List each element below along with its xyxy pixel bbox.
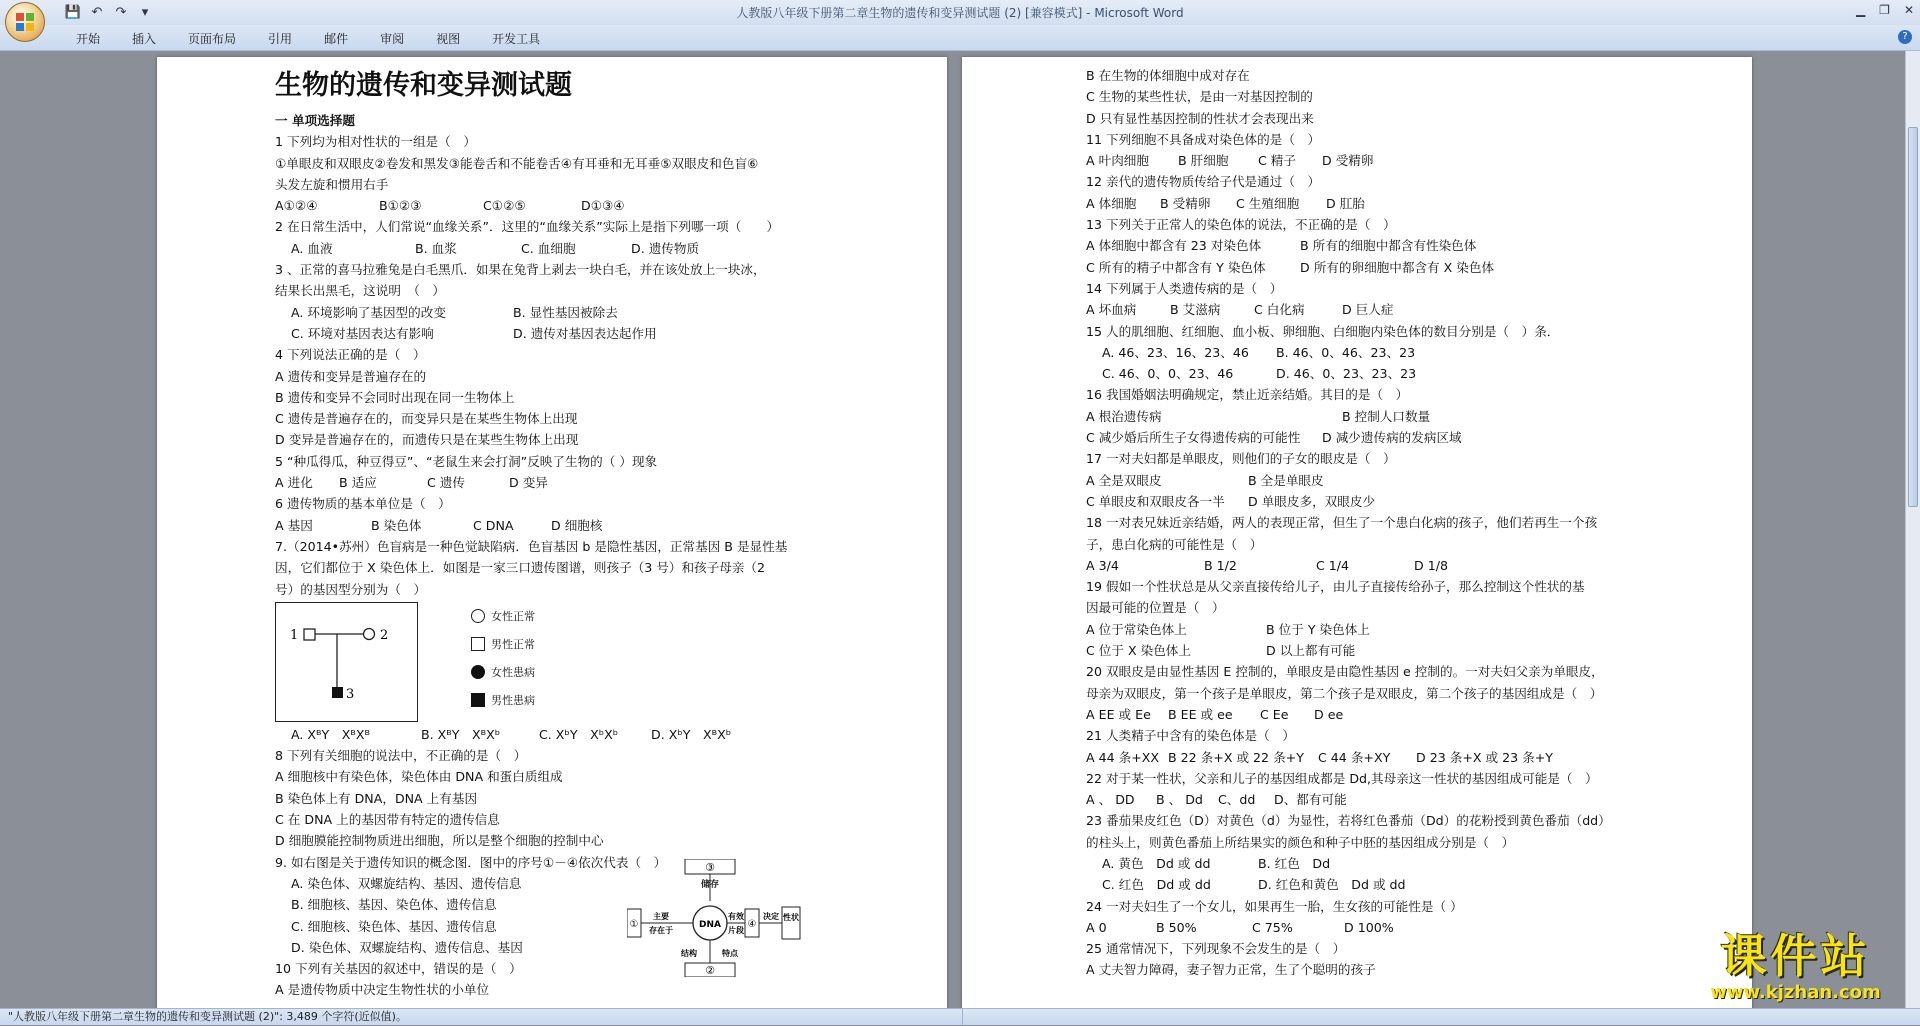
- option: D、都有可能: [1274, 792, 1347, 808]
- question-24: 24 一对夫妇生了一个女儿，如果再生一胎，生女孩的可能性是（ ）: [1086, 898, 1463, 914]
- legend-label: 男性正常: [491, 637, 535, 651]
- dna-link-label: 有效: [728, 911, 744, 921]
- option: B 遗传和变异不会同时出现在同一生物体上: [275, 389, 515, 405]
- pedigree-legend: [471, 602, 591, 714]
- dna-node-1: ①: [629, 918, 639, 930]
- question-15-options: [1086, 363, 1646, 384]
- question-7-options: [275, 724, 835, 745]
- question-12-options: [1086, 193, 1646, 214]
- question-text: 的柱头上，则黄色番茄上所结果实的颜色和种子中胚的基因组成分别是（ ）: [1086, 834, 1515, 850]
- option: D. 染色体、双螺旋结构、遗传信息、基因: [291, 939, 523, 955]
- pedigree-label-2: 2: [380, 627, 389, 643]
- option: D 细胞核: [551, 517, 603, 533]
- question-7: 7.（2014•苏州）色盲病是一种色觉缺陷病．色盲基因 b 是隐性基因，正常基因 B 是显性基: [275, 538, 788, 554]
- status-text: "人教版八年级下册第二章生物的遗传和变异测试题 (2)": 3,489 个字符(近似值)。: [8, 1010, 407, 1023]
- legend-label: 女性患病: [491, 665, 535, 679]
- option: C. 细胞核、染色体、基因、遗传信息: [291, 918, 497, 934]
- question-19-options: [1086, 619, 1646, 640]
- tab-insert[interactable]: 插入: [132, 32, 157, 46]
- option: B 适应: [339, 475, 377, 491]
- dna-link-label: 决定: [763, 911, 779, 921]
- option: C 生殖细胞: [1236, 195, 1300, 211]
- question-23-options: [1086, 853, 1646, 874]
- option: A 是遗传物质中决定生物性状的小单位: [275, 982, 490, 998]
- option: C 单眼皮和双眼皮各一半: [1086, 493, 1225, 509]
- option: A 坏血病: [1086, 302, 1137, 318]
- option: A 体细胞中都含有 23 对染色体: [1086, 238, 1262, 254]
- option: D 所有的卵细胞中都含有 X 染色体: [1300, 259, 1495, 275]
- option: D 变异是普遍存在的，而遗传只是在某些生物体上出现: [275, 432, 579, 448]
- question-text: 母亲为双眼皮，第一个孩子是单眼皮，第二个孩子是双眼皮，第二个孩子的基因组成是（ ）: [1086, 685, 1603, 701]
- question-9: 9. 如右图是关于遗传知识的概念图．图中的序号①－④依次代表（ ）: [275, 854, 667, 870]
- tab-mailings[interactable]: 邮件: [324, 32, 349, 46]
- question-2-options: [275, 238, 835, 259]
- question-21-options: [1086, 747, 1646, 768]
- document-page-1[interactable]: [157, 57, 947, 1008]
- option: D 细胞膜能控制物质进出细胞，所以是整个细胞的控制中心: [275, 833, 604, 849]
- dna-node-center: DNA: [699, 919, 721, 930]
- close-icon[interactable]: ✕: [1903, 3, 1914, 17]
- option: C. XᵇY XᵇXᵇ: [539, 726, 619, 742]
- option: A. XᴮY XᴮXᴮ: [291, 726, 370, 742]
- option: C. 血细胞: [521, 240, 576, 256]
- option: A 位于常染色体上: [1086, 621, 1187, 637]
- watermark-logo: [1673, 930, 1918, 1020]
- dna-link-label: 片段: [728, 925, 744, 935]
- dna-link-label: 特点: [722, 948, 738, 958]
- option: C、dd: [1218, 792, 1256, 808]
- option: C 遗传: [427, 475, 465, 491]
- dna-link-label: 结构: [681, 948, 697, 958]
- question-text: 子，患白化病的可能性是（ ）: [1086, 536, 1263, 552]
- question-11-options: [1086, 150, 1646, 171]
- question-text: 因最可能的位置是（ ）: [1086, 600, 1225, 616]
- question-13-options: [1086, 235, 1646, 256]
- question-4: 4 下列说法正确的是（ ）: [275, 347, 426, 363]
- pedigree-label-1: 1: [290, 627, 299, 643]
- option: B 肝细胞: [1178, 153, 1229, 169]
- customize-qat-icon[interactable]: ▾: [141, 5, 149, 20]
- option: A. 46、23、16、23、46: [1102, 344, 1249, 360]
- option: A①②④: [275, 198, 318, 214]
- minimize-icon[interactable]: ▁: [1855, 3, 1866, 17]
- question-24-options: [1086, 917, 1646, 938]
- pedigree-chart: [275, 602, 418, 722]
- option: D. XᵇY XᴮXᵇ: [651, 726, 732, 742]
- option: B 1/2: [1204, 557, 1237, 573]
- option: A 3/4: [1086, 557, 1119, 573]
- option: C 44 条+XY: [1318, 749, 1391, 765]
- option: C 白化病: [1254, 302, 1305, 318]
- question-text: 结果长出黑毛，这说明 （ ）: [275, 283, 446, 299]
- undo-icon[interactable]: ↶: [91, 5, 103, 20]
- option: C 生物的某些性状，是由一对基因控制的: [1086, 89, 1313, 105]
- option: C 位于 X 染色体上: [1086, 643, 1191, 659]
- restore-icon[interactable]: ❐: [1879, 3, 1890, 17]
- option: A 0: [1086, 919, 1107, 935]
- option: A 44 条+XX: [1086, 749, 1160, 765]
- dna-node-2: ②: [705, 963, 715, 977]
- option: D ee: [1314, 706, 1344, 722]
- option: D 减少遗传病的发病区域: [1322, 430, 1462, 446]
- option: A 叶肉细胞: [1086, 153, 1149, 169]
- dna-link-label: 存在于: [649, 925, 673, 935]
- option: B. 血浆: [415, 240, 457, 256]
- redo-icon[interactable]: ↷: [115, 5, 127, 20]
- question-17-options: [1086, 470, 1646, 491]
- title-bar: [0, 0, 1920, 25]
- option: D 肛胎: [1326, 195, 1365, 211]
- question-15: 15 人的肌细胞、红细胞、血小板、卵细胞、白细胞内染色体的数目分别是（ ）条．: [1086, 323, 1560, 339]
- option: C 75%: [1252, 919, 1293, 935]
- tab-developer[interactable]: 开发工具: [492, 32, 541, 46]
- question-19: 19 假如一个性状总是从父亲直接传给儿子，由儿子直接传给孙子，那么控制这个性状的基: [1086, 579, 1585, 595]
- question-text: 号）的基因型分别为（ ）: [275, 581, 427, 597]
- ribbon-tabs: [0, 25, 1920, 51]
- save-icon[interactable]: 💾: [64, 5, 82, 20]
- question-17: 17 一对夫妇都是单眼皮，则他们的子女的眼皮是（ ）: [1086, 451, 1396, 467]
- option: A 体细胞: [1086, 195, 1137, 211]
- option: A. 黄色 Dd 或 dd: [1102, 855, 1211, 871]
- option: D 受精卵: [1322, 153, 1374, 169]
- status-divider: [962, 1009, 963, 1026]
- tab-view[interactable]: 视图: [436, 32, 461, 46]
- question-text: ①单眼皮和双眼皮②卷发和黑发③能卷舌和不能卷舌④有耳垂和无耳垂⑤双眼皮和色盲⑥: [275, 155, 759, 171]
- option: C DNA: [473, 517, 514, 533]
- option: C 所有的精子中都含有 Y 染色体: [1086, 259, 1266, 275]
- option: B 所有的细胞中都含有性染色体: [1300, 238, 1477, 254]
- doc-title: 生物的遗传和变异测试题: [275, 70, 572, 101]
- question-16-options: [1086, 427, 1646, 448]
- legend-label: 女性正常: [491, 609, 535, 623]
- vertical-scrollbar[interactable]: [1905, 51, 1920, 1008]
- watermark-url: www.kjzhan.com: [1710, 982, 1881, 1003]
- section-heading: 一 单项选择题: [275, 113, 355, 128]
- question-text: 因，它们都位于 X 染色体上．如图是一家三口遗传图谱，则孩子（3 号）和孩子母亲（2: [275, 560, 766, 576]
- legend-label: 男性患病: [491, 693, 535, 707]
- question-22-options: [1086, 789, 1646, 810]
- option: D①③④: [581, 198, 625, 214]
- option: C 减少婚后所生子女得遗传病的可能性: [1086, 430, 1301, 446]
- question-23: 23 番茄果皮红色（D）对黄色（d）为显性，若将红色番茄（Dd）的花粉授到黄色番茄（dd）: [1086, 813, 1611, 829]
- question-19-options: [1086, 640, 1646, 661]
- option: D. 遗传对基因表达起作用: [513, 325, 657, 341]
- question-8: 8 下列有关细胞的说法中，不正确的是（ ）: [275, 748, 527, 764]
- option: D. 遗传物质: [631, 240, 700, 256]
- window-title: 人教版八年级下册第二章生物的遗传和变异测试题 (2) [兼容模式] - Microsoft Word: [736, 6, 1184, 20]
- question-5: 5 “种瓜得瓜，种豆得豆”、“老鼠生来会打洞”反映了生物的（ ）现象: [275, 453, 658, 469]
- option: C Ee: [1260, 706, 1289, 722]
- option: B 、 Dd: [1156, 792, 1203, 808]
- option: A 细胞核中有染色体，染色体由 DNA 和蛋白质组成: [275, 769, 563, 785]
- question-6: 6 遗传物质的基本单位是（ ）: [275, 496, 451, 512]
- option: B. 46、0、46、23、23: [1276, 344, 1416, 360]
- option: C①②⑤: [483, 198, 526, 214]
- option: C 遗传是普遍存在的，而变异只是在某些生物体上出现: [275, 411, 578, 427]
- option: D. 46、0、23、23、23: [1276, 366, 1417, 382]
- dna-concept-diagram: [627, 859, 802, 977]
- question-12: 12 亲代的遗传物质传给子代是通过（ ）: [1086, 174, 1321, 190]
- question-21: 21 人类精子中含有的染色体是（ ）: [1086, 728, 1295, 744]
- option: C 在 DNA 上的基因带有特定的遗传信息: [275, 812, 500, 828]
- male-normal-symbol: [304, 629, 315, 640]
- question-1-options: [275, 195, 835, 216]
- male-affected-symbol: [332, 687, 343, 698]
- female-normal-symbol: [364, 628, 375, 639]
- option: B 染色体: [371, 517, 422, 533]
- dna-link-label: 主要: [653, 911, 669, 921]
- document-workspace: [0, 51, 1905, 1008]
- dna-node-trait: 性状: [783, 912, 799, 922]
- option: C 精子: [1258, 153, 1296, 169]
- option: D 以上都有可能: [1266, 643, 1356, 659]
- option: A 、 DD: [1086, 792, 1135, 808]
- option: A 基因: [275, 517, 313, 533]
- status-bar: [0, 1008, 1920, 1025]
- question-10: 10 下列有关基因的叙述中，错误的是（ ）: [275, 961, 522, 977]
- question-20: 20 双眼皮是由显性基因 E 控制的，单眼皮是由隐性基因 e 控制的。一对夫妇父亲为单眼皮，: [1086, 664, 1604, 680]
- option: A 全是双眼皮: [1086, 472, 1162, 488]
- option: D 23 条+X 或 23 条+Y: [1416, 749, 1553, 765]
- option: B 位于 Y 染色体上: [1266, 621, 1370, 637]
- option: B 在生物的体细胞中成对存在: [1086, 68, 1250, 83]
- option: B 染色体上有 DNA，DNA 上有基因: [275, 790, 478, 806]
- option: C. 红色 Dd 或 dd: [1102, 877, 1211, 893]
- option: D 只有显性基因控制的性状才会表现出来: [1086, 110, 1314, 126]
- question-16: 16 我国婚姻法明确规定，禁止近亲结婚。其目的是（ ）: [1086, 387, 1409, 403]
- question-14: 14 下列属于人类遗传病的是（ ）: [1086, 280, 1283, 296]
- tab-home[interactable]: 开始: [76, 32, 101, 46]
- option: D. 红色和黄色 Dd 或 dd: [1258, 877, 1406, 893]
- option: B EE 或 ee: [1168, 706, 1233, 722]
- female-affected-icon: [471, 665, 485, 679]
- option: C. 46、0、0、23、46: [1102, 366, 1234, 382]
- help-icon[interactable]: ?: [1898, 30, 1912, 44]
- question-25: 25 通常情况下，下列现象不会发生的是（ ）: [1086, 941, 1346, 957]
- option: B 艾滋病: [1170, 302, 1221, 318]
- question-17-options: [1086, 491, 1646, 512]
- question-23-options: [1086, 874, 1646, 895]
- option: D 变异: [509, 475, 548, 491]
- option: B 全是单眼皮: [1248, 472, 1324, 488]
- question-11: 11 下列细胞不具备成对染色体的是（ ）: [1086, 131, 1321, 147]
- tab-review[interactable]: 审阅: [380, 32, 405, 46]
- office-logo-icon: [13, 10, 37, 34]
- option: A 进化: [275, 475, 313, 491]
- option: D 100%: [1344, 919, 1394, 935]
- question-1: 1 下列均为相对性状的一组是（ ）: [275, 134, 476, 150]
- question-6-options: [275, 515, 835, 536]
- tab-references[interactable]: 引用: [268, 32, 293, 46]
- option: B 控制人口数量: [1342, 408, 1431, 424]
- question-14-options: [1086, 299, 1646, 320]
- dna-node-3: ③: [705, 860, 715, 874]
- option: B. XᴮY XᴮXᵇ: [421, 726, 501, 742]
- option: A. 血液: [291, 240, 333, 256]
- male-affected-icon: [471, 693, 485, 707]
- scrollbar-thumb[interactable]: [1908, 127, 1918, 507]
- question-20-options: [1086, 704, 1646, 725]
- option: A 丈夫智力障碍，妻子智力正常，生了个聪明的孩子: [1086, 962, 1376, 978]
- question-3: 3 、正常的喜马拉雅兔是白毛黑爪．如果在兔背上剥去一块白毛，并在该处放上一块冰，: [275, 262, 766, 278]
- tab-page-layout[interactable]: 页面布局: [188, 32, 237, 46]
- option: A EE 或 Ee: [1086, 706, 1151, 722]
- question-2: 2 在日常生活中，人们常说“血缘关系”．这里的“血缘关系”实际上是指下列哪一项（ ）: [275, 219, 780, 235]
- pedigree-diagram: [275, 602, 835, 724]
- question-16-options: [1086, 406, 1646, 427]
- option: B 50%: [1156, 919, 1197, 935]
- question-text: 头发左旋和惯用右手: [275, 176, 389, 192]
- question-18-options: [1086, 555, 1646, 576]
- option: B. 细胞核、基因、染色体、遗传信息: [291, 897, 497, 913]
- dna-node-4: ④: [747, 918, 757, 930]
- question-13: 13 下列关于正常人的染色体的说法，不正确的是（ ）: [1086, 217, 1396, 233]
- watermark-title: 课件站: [1720, 929, 1871, 983]
- option: D 单眼皮多，双眼皮少: [1248, 493, 1376, 509]
- question-5-options: [275, 472, 835, 493]
- option: B①②③: [379, 198, 422, 214]
- dna-link-label: 储存: [700, 879, 720, 890]
- window-controls: [1856, 3, 1914, 17]
- option: A 根治遗传病: [1086, 408, 1162, 424]
- question-15-options: [1086, 342, 1646, 363]
- option: C. 环境对基因表达有影响: [291, 325, 434, 341]
- question-3-options: [275, 302, 835, 323]
- office-button[interactable]: [5, 2, 45, 42]
- option: C 1/4: [1316, 557, 1350, 573]
- document-page-2[interactable]: [962, 57, 1752, 1008]
- option: B. 红色 Dd: [1258, 855, 1331, 871]
- question-3-options: [275, 323, 835, 344]
- female-normal-icon: [471, 609, 485, 623]
- option: D 1/8: [1414, 557, 1448, 573]
- option: B. 显性基因被除去: [513, 304, 618, 320]
- male-normal-icon: [471, 637, 485, 651]
- pedigree-label-3: 3: [346, 686, 355, 702]
- option: D 巨人症: [1342, 302, 1394, 318]
- option: A. 染色体、双螺旋结构、基因、遗传信息: [291, 875, 522, 891]
- question-22: 22 对于某一性状，父亲和儿子的基因组成都是 Dd,其母亲这一性状的基因组成可能是（ ）: [1086, 770, 1598, 786]
- option: A 遗传和变异是普遍存在的: [275, 368, 427, 384]
- question-18: 18 一对表兄妹近亲结婚，两人的表现正常，但生了一个患白化病的孩子，他们若再生一个孩: [1086, 515, 1598, 531]
- option: B 22 条+X 或 22 条+Y: [1168, 749, 1304, 765]
- option: A. 环境影响了基因型的改变: [291, 304, 446, 320]
- question-13-options: [1086, 257, 1646, 278]
- option: B 受精卵: [1160, 195, 1211, 211]
